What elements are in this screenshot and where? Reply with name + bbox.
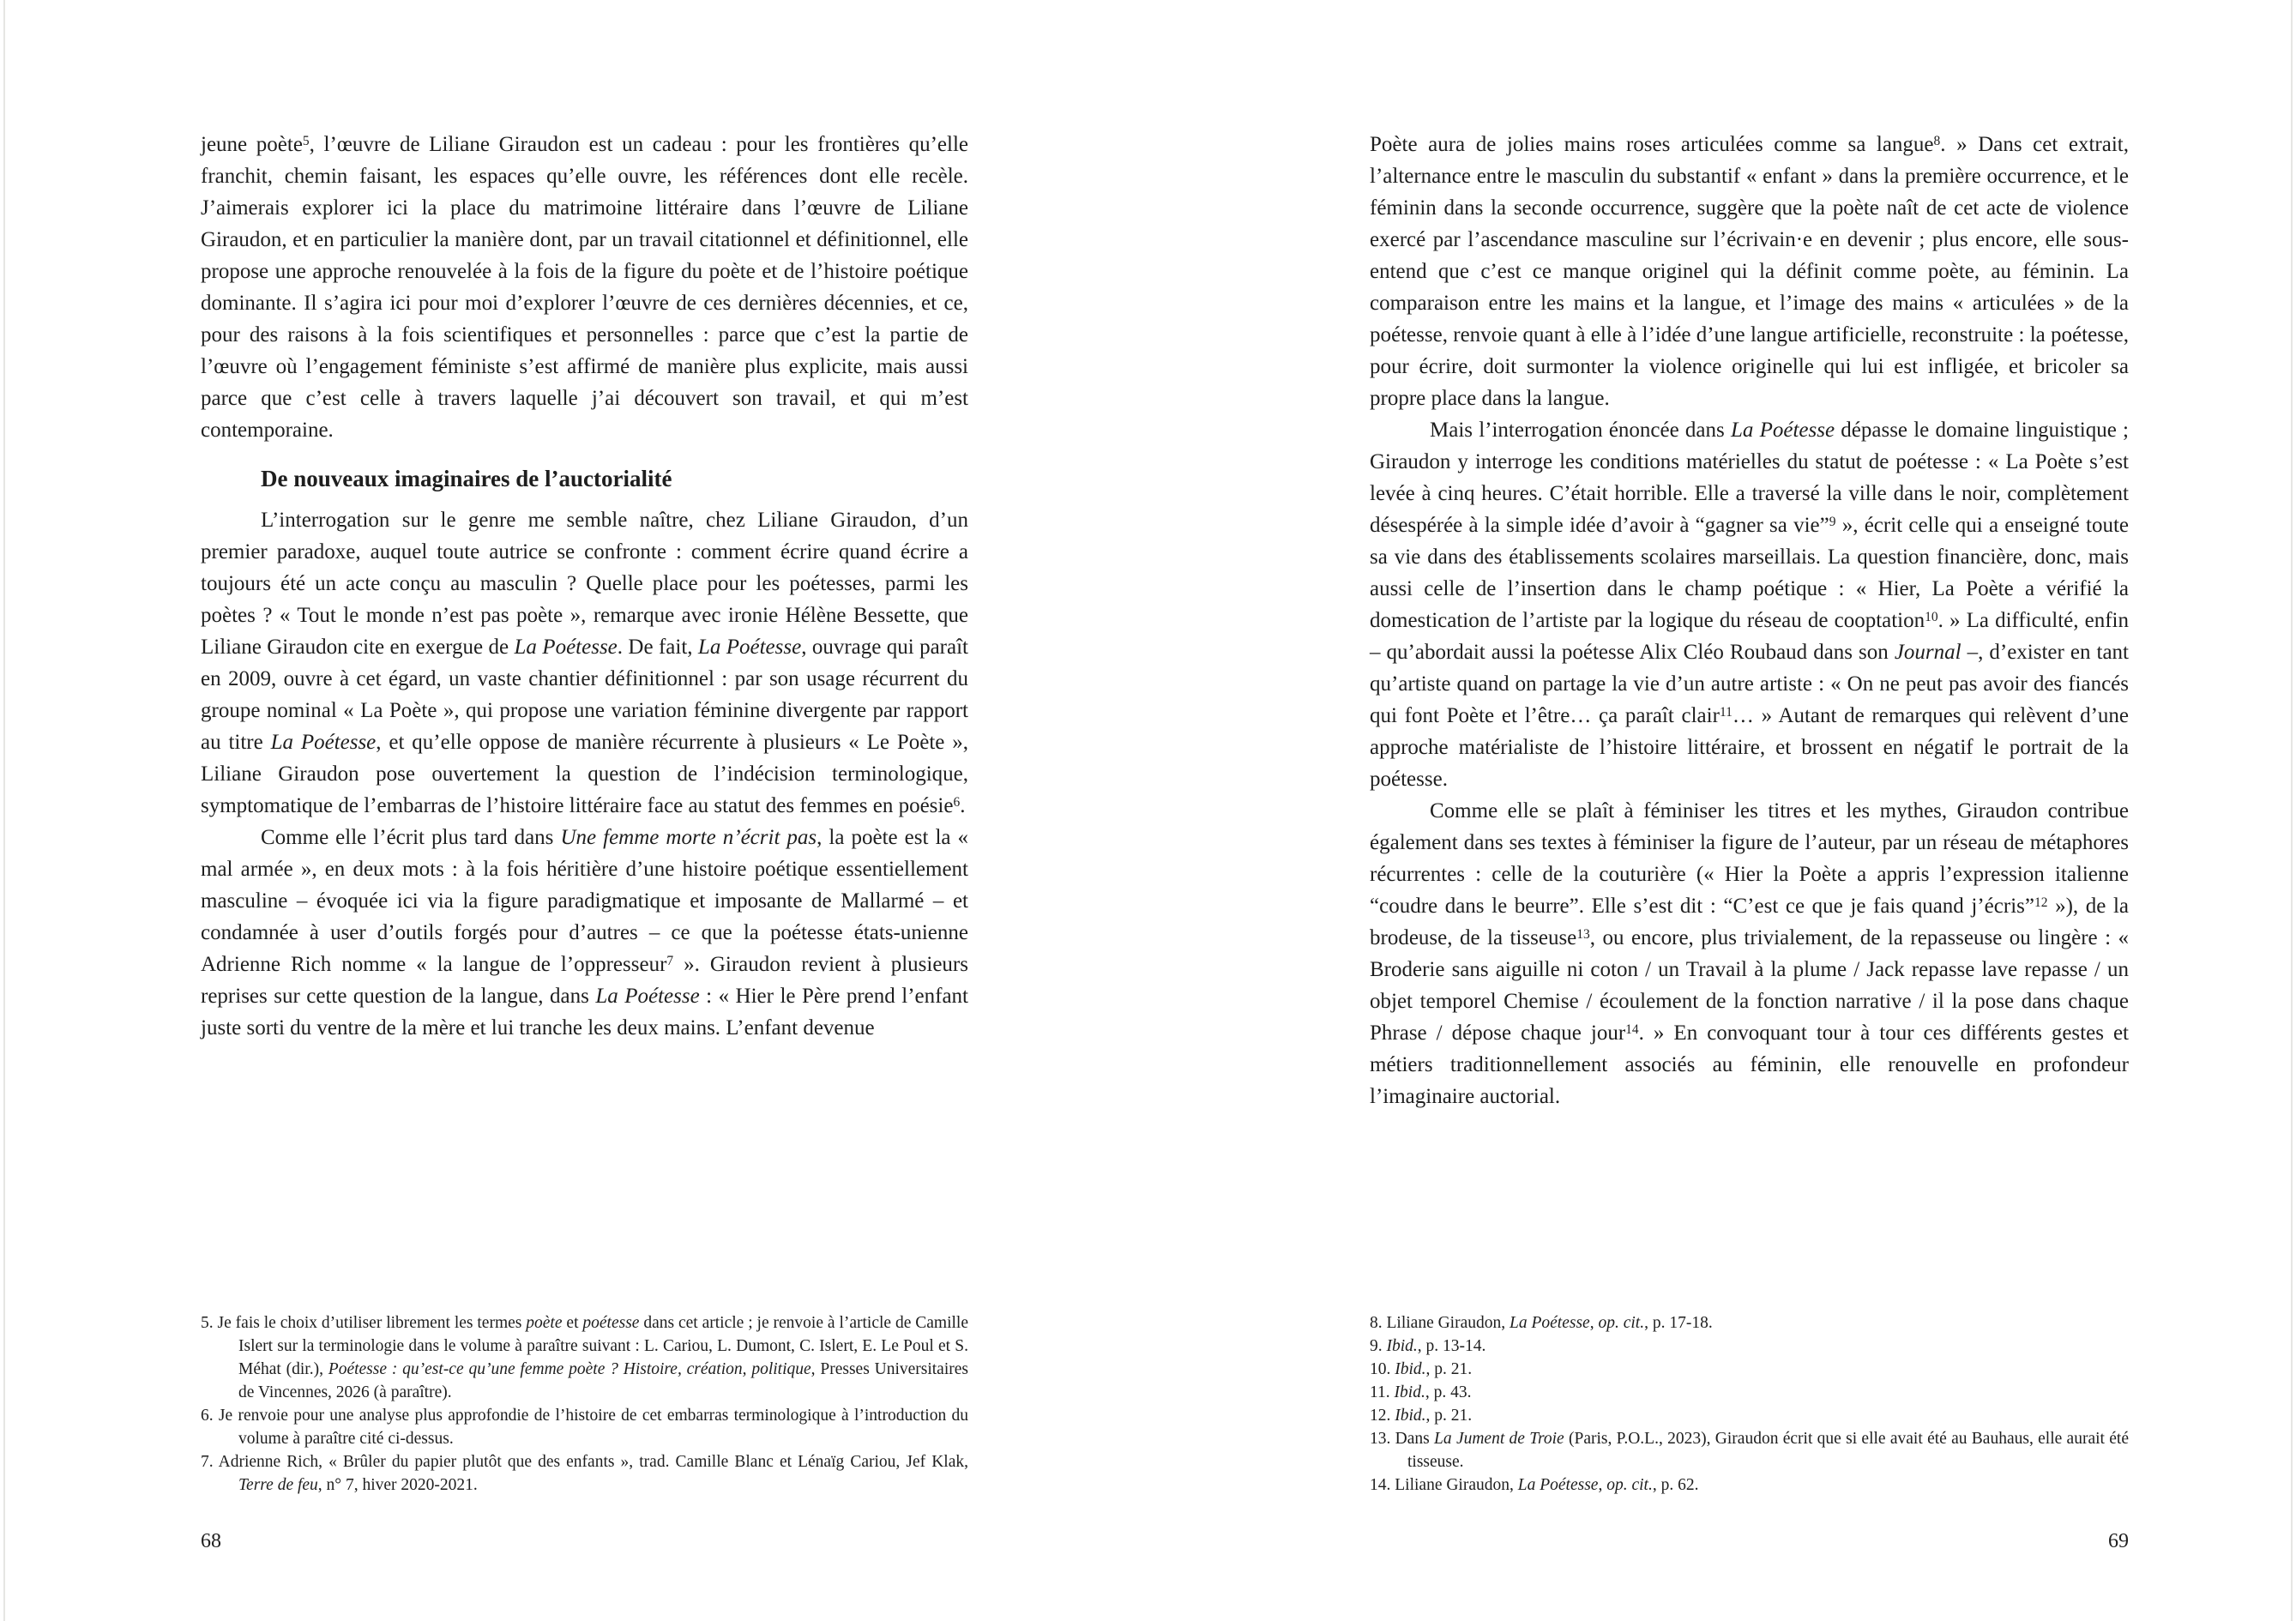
text-run: . » Dans cet extrait, l’alternance entre le masculin du substantif « enfant » dans la première occurrence, et le féminin dans la seconde occurrence, suggère que la poète naît de cet acte de violence exercé par l’ascendance masculine sur l’écrivain·e en devenir ; plus encore, elle sous-entend que c’est ce manque originel qui la définit comme poète, au féminin. La comparaison entre les mains et la langue, et l’image des mains « articulées » de la poétesse, renvoie quant à elle à l’idée d’une langue artificielle, reconstruite : la poétesse, pour écrire, doit surmonter la violence originelle qui lui est infligée, et bricoler sa propre place dans la langue. bbox=[1370, 133, 2130, 410]
text-run: , p. 17-18. bbox=[1644, 1314, 1713, 1332]
text-run: », écrit celle qui a enseigné toute sa vie dans des établissements scolaires marseillais. La question financière, donc, mais aussi celle de l’insertion dans le champ poétique : « Hier, La Poète a vérifié la domestication de l’artiste par la logique du réseau de cooptation bbox=[1370, 514, 2129, 632]
text-run: . bbox=[960, 794, 966, 817]
italic-text: La Poétesse bbox=[514, 636, 618, 659]
footnote bbox=[201, 1404, 968, 1450]
paragraph bbox=[201, 129, 968, 446]
text-run: dans cet article ; je renvoie à l’article de Camille Islert sur la terminologie dans le volume à paraître suivant : L. Cariou, L. Dumont, C. Islert, E. Le Poul et S. Méhat (dir.), bbox=[238, 1314, 968, 1378]
text-run: , p. 13-14. bbox=[1417, 1337, 1486, 1355]
text-run: Comme elle se plaît à féminiser les titres et les mythes, Giraudon contribue également dans ses textes à féminiser la figure de l’auteur, par un réseau de métaphores récurrentes : celle de la couturière (« Hier la Poète a appris l’expression italienne “coudre dans le beurre”. Elle s’est dit : “C’est ce que je fais quand j’écris” bbox=[1370, 799, 2129, 918]
text-run: , la poète est la « mal armée », en deux mots : à la fois héritière d’une histoire poétique essentiellement masculine – évoquée ici via la figure paradigmatique et imposante de Mallarmé – et condamnée à user d’outils forgés pour d’autres – ce que la poétesse états-unienne Adrienne Rich nomme « la langue de l’oppresseur bbox=[201, 826, 969, 976]
italic-text: Ibid. bbox=[1395, 1407, 1426, 1425]
italic-text: Terre de feu bbox=[238, 1476, 318, 1494]
footnote bbox=[1370, 1358, 2129, 1381]
footnote-marker: 12 bbox=[2034, 895, 2048, 911]
text-run: , Presses Universitaires de Vincennes, 2026 (à paraître). bbox=[238, 1360, 968, 1401]
footnote-marker: 9 bbox=[1829, 515, 1836, 530]
italic-text: op. cit. bbox=[1606, 1476, 1653, 1494]
italic-text: La Poétesse bbox=[270, 731, 377, 754]
page-edge-right bbox=[2291, 0, 2293, 1621]
italic-text: Ibid. bbox=[1394, 1383, 1425, 1401]
text-run: . De fait, bbox=[617, 636, 698, 659]
footnote-marker: 10 bbox=[1925, 610, 1938, 625]
italic-text: poétesse bbox=[582, 1314, 640, 1332]
text-run: 8. Liliane Giraudon, bbox=[1370, 1314, 1510, 1332]
paragraph bbox=[201, 822, 968, 1044]
text-run: , bbox=[1598, 1476, 1607, 1494]
footnote bbox=[1370, 1473, 2129, 1497]
page-69 bbox=[1370, 129, 2129, 1621]
text-run: . » En convoquant tour à tour ces différents gestes et métiers traditionnellement associés au féminin, elle renouvelle en profondeur l’imaginaire auctorial. bbox=[1370, 1021, 2129, 1108]
paragraph bbox=[201, 504, 968, 822]
paragraph bbox=[1370, 414, 2129, 795]
text-run: et bbox=[562, 1314, 583, 1332]
text-run: Poète aura de jolies mains roses articulées comme sa langue bbox=[1370, 133, 1934, 156]
text-run: –, d’exister en tant qu’artiste quand on partage la vie d’un autre artiste : « On ne peut pas avoir des fiancés qui font Poète et l’être… ça paraît clair bbox=[1370, 641, 2129, 727]
text-run: , p. 21. bbox=[1425, 1360, 1473, 1378]
paragraph bbox=[1370, 795, 2129, 1112]
text-run: 10. bbox=[1370, 1360, 1395, 1378]
text-run: , ou encore, plus trivialement, de la repasseuse ou lingère : « Broderie sans aiguille ni coton / un Travail à la plume / Jack repasse lave repasse / un objet temporel Chemise / écoulement de la fonction narrative / il la pose dans chaque Phrase / dépose chaque jour bbox=[1370, 926, 2130, 1045]
text-run: 11. bbox=[1370, 1383, 1395, 1401]
footnote bbox=[1370, 1335, 2129, 1358]
footnote-marker: 6 bbox=[953, 795, 961, 810]
italic-text: La Jument de Troie bbox=[1434, 1430, 1564, 1448]
page-69-body bbox=[1370, 129, 2129, 1112]
text-run: 14. Liliane Giraudon, bbox=[1370, 1476, 1518, 1494]
page-68-footnotes bbox=[201, 1311, 968, 1497]
text-run: , bbox=[1589, 1314, 1599, 1332]
text-run: … » Autant de remarques qui relèvent d’une approche matérialiste de l’histoire littéraire, et brossent en négatif le portrait de la poétesse. bbox=[1370, 704, 2130, 791]
text-run: : « Hier le Père prend l’enfant juste sorti du ventre de la mère et lui tranche les deux mains. L’enfant devenue bbox=[201, 985, 968, 1039]
page-69-footnotes bbox=[1370, 1311, 2129, 1497]
text-run: Comme elle l’écrit plus tard dans bbox=[261, 826, 561, 849]
footnote-marker: 13 bbox=[1576, 927, 1590, 943]
italic-text: poète bbox=[526, 1314, 563, 1332]
text-run: , p. 21. bbox=[1425, 1407, 1473, 1425]
footnote-marker: 7 bbox=[666, 954, 674, 969]
text-run: 9. bbox=[1370, 1337, 1387, 1355]
text-run: ». Giraudon revient à plusieurs reprises sur cette question de la langue, dans bbox=[201, 953, 968, 1008]
text-run: »), de la brodeuse, de la tisseuse bbox=[1370, 895, 2130, 949]
text-run: . » La difficulté, enfin – qu’abordait aussi la poétesse Alix Cléo Roubaud dans son bbox=[1370, 609, 2129, 664]
text-run: , l’œuvre de Liliane Giraudon est un cadeau : pour les frontières qu’elle franchit, chemin faisant, les espaces qu’elle ouvre, les références dont elle recèle. J’aimerais explorer ici la place du matrimoine littéraire dans l’œuvre de Liliane Giraudon, et en particulier la manière dont, par un travail citationnel et définitionnel, elle propose une approche renouvelée à la fois de la figure du poète et de l’histoire poétique dominante. Il s’agira ici pour moi d’explorer l’œuvre de ces dernières décennies, et ce, pour des raisons à la fois scientifiques et personnelles : parce que c’est la partie de l’œuvre où l’engagement féministe s’est affirmé de manière plus explicite, mais aussi parce que c’est celle à travers laquelle j’ai découvert son travail, et qui m’est contemporaine. bbox=[201, 133, 968, 442]
text-run: L’interrogation sur le genre me semble naître, chez Liliane Giraudon, d’un premier paradoxe, auquel toute autrice se confronte : comment écrire quand écrire a toujours été un acte conçu au masculin ? Quelle place pour les poétesses, parmi les poètes ? « Tout le monde n’est pas poète », remarque avec ironie Hélène Bessette, que Liliane Giraudon cite en exergue de bbox=[201, 509, 968, 659]
footnote bbox=[201, 1450, 968, 1497]
page-number-69: 69 bbox=[2108, 1530, 2129, 1552]
text-run: 6. Je renvoie pour une analyse plus approfondie de l’histoire de cet embarras terminologique à l’introduction du volume à paraître cité ci-dessus. bbox=[201, 1407, 968, 1448]
italic-text: Ibid. bbox=[1395, 1360, 1426, 1378]
text-run: 7. Adrienne Rich, « Brûler du papier plutôt que des enfants », trad. Camille Blanc et Lénaïg Cariou, Jef Klak, bbox=[201, 1453, 968, 1471]
text-run: , p. 43. bbox=[1425, 1383, 1472, 1401]
page-68 bbox=[201, 129, 968, 1621]
text-run: , et qu’elle oppose de manière récurrente à plusieurs « Le Poète », Liliane Giraudon pose ouvertement la question de l’indécision terminologique, symptomatique de l’embarras de l’histoire littéraire face au statut des femmes en poésie bbox=[201, 731, 968, 817]
footnote bbox=[1370, 1311, 2129, 1335]
italic-text: Poétesse : qu’est-ce qu’une femme poète ? Histoire, création, politique bbox=[328, 1360, 811, 1378]
italic-text: La Poétesse bbox=[1510, 1314, 1590, 1332]
italic-text: La Poétesse bbox=[595, 985, 700, 1008]
text-run: , n° 7, hiver 2020-2021. bbox=[317, 1476, 478, 1494]
italic-text: Une femme morte n’écrit pas bbox=[560, 826, 817, 849]
text-run: dépasse le domaine linguistique ; Giraudon y interroge les conditions matérielles du statut de poétesse : « La Poète s’est levée à cinq heures. C’était horrible. Elle a traversé la ville dans le noir, complètement désespérée à la simple idée d’avoir à “gagner sa vie” bbox=[1370, 419, 2130, 537]
text-run: , ouvrage qui paraît en 2009, ouvre à cet égard, un vaste chantier définitionnel : par son usage récurrent du groupe nominal « La Poète », qui propose une variation féminine divergente par rapport au titre bbox=[201, 636, 968, 754]
text-run: jeune poète bbox=[201, 133, 303, 156]
page-edge-left bbox=[3, 0, 5, 1621]
text-run: 13. Dans bbox=[1370, 1430, 1435, 1448]
footnote bbox=[1370, 1381, 2129, 1404]
italic-text: op. cit. bbox=[1598, 1314, 1645, 1332]
italic-text: La Poétesse bbox=[1730, 419, 1835, 442]
page-68-body bbox=[201, 129, 968, 1044]
text-run: , p. 62. bbox=[1652, 1476, 1699, 1494]
text-run: (Paris, P.O.L., 2023), Giraudon écrit que si elle avait été au Bauhaus, elle aurait été tisseuse. bbox=[1407, 1430, 2129, 1471]
footnote-marker: 8 bbox=[1933, 134, 1941, 149]
text-run: 12. bbox=[1370, 1407, 1395, 1425]
italic-text: La Poétesse bbox=[1517, 1476, 1599, 1494]
italic-text: Journal bbox=[1894, 641, 1962, 664]
footnote bbox=[1370, 1427, 2129, 1473]
page-number-68: 68 bbox=[201, 1530, 221, 1552]
text-run: Mais l’interrogation énoncée dans bbox=[1430, 419, 1731, 442]
italic-text: La Poétesse bbox=[697, 636, 802, 659]
text-run: 5. Je fais le choix d’utiliser librement les termes bbox=[201, 1314, 527, 1332]
footnote-marker: 14 bbox=[1625, 1022, 1639, 1038]
footnote-marker: 5 bbox=[302, 134, 310, 149]
footnote bbox=[201, 1311, 968, 1404]
paragraph bbox=[1370, 129, 2129, 414]
footnote bbox=[1370, 1404, 2129, 1427]
italic-text: Ibid. bbox=[1386, 1337, 1418, 1355]
section-heading: De nouveaux imaginaires de l’auctorialité bbox=[261, 466, 672, 491]
footnote-marker: 11 bbox=[1719, 705, 1733, 720]
